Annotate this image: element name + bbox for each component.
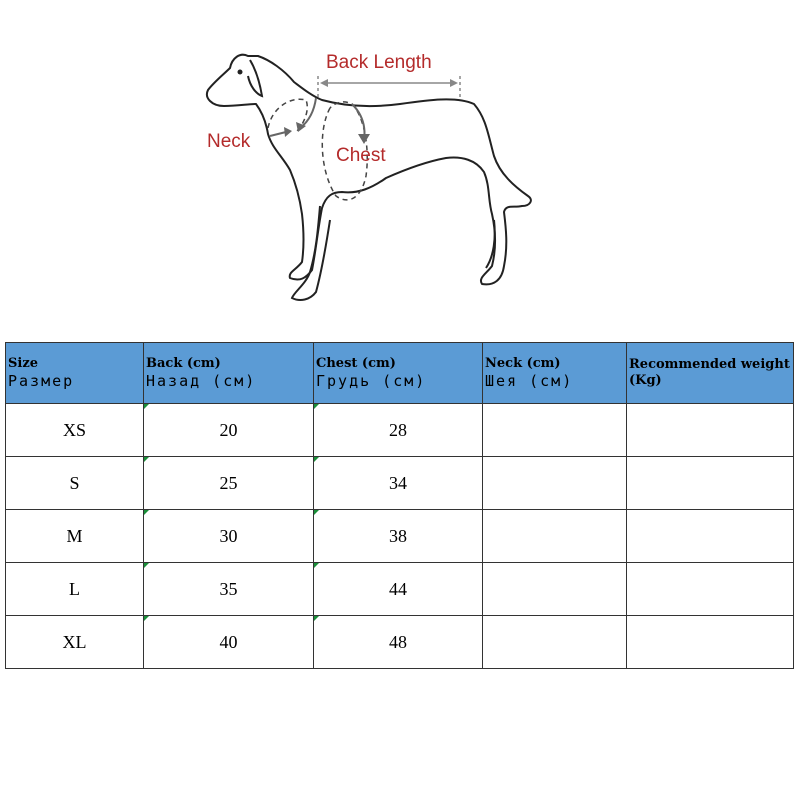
cell-size: XS bbox=[6, 404, 144, 457]
header-chest-en: Chest (cm) bbox=[316, 356, 396, 371]
cell-chest-value: 38 bbox=[389, 525, 407, 546]
header-back bbox=[144, 343, 314, 404]
cell-size: XL bbox=[6, 616, 144, 669]
cell-back bbox=[144, 563, 314, 616]
table-row bbox=[6, 457, 794, 510]
cell-weight bbox=[627, 404, 794, 457]
cell-neck bbox=[483, 616, 627, 669]
cell-neck bbox=[483, 563, 627, 616]
cell-weight bbox=[627, 510, 794, 563]
header-chest bbox=[314, 343, 483, 404]
header-neck-en: Neck (cm) bbox=[485, 356, 561, 371]
cell-chest bbox=[314, 563, 483, 616]
neck-label: Neck bbox=[207, 131, 251, 152]
cell-chest-value: 48 bbox=[389, 631, 407, 652]
table-row bbox=[6, 510, 794, 563]
header-size-en: Size bbox=[8, 356, 38, 371]
measurement-diagram bbox=[0, 0, 800, 330]
header-neck-ru: Шея (см) bbox=[485, 372, 574, 390]
cell-size: S bbox=[6, 457, 144, 510]
cell-chest bbox=[314, 457, 483, 510]
cell-size: L bbox=[6, 563, 144, 616]
cell-neck bbox=[483, 404, 627, 457]
dog-outline-icon bbox=[0, 0, 800, 330]
cell-chest-value: 44 bbox=[389, 578, 407, 599]
table-row bbox=[6, 563, 794, 616]
table-row bbox=[6, 404, 794, 457]
chest-label: Chest bbox=[336, 145, 386, 166]
header-weight-en: Recommended weight bbox=[629, 357, 790, 372]
header-neck bbox=[483, 343, 627, 404]
cell-weight bbox=[627, 616, 794, 669]
header-size bbox=[6, 343, 144, 404]
cell-weight bbox=[627, 563, 794, 616]
cell-chest-value: 28 bbox=[389, 419, 407, 440]
cell-back bbox=[144, 404, 314, 457]
cell-neck bbox=[483, 457, 627, 510]
header-weight bbox=[627, 343, 794, 404]
header-chest-ru: Грудь (см) bbox=[316, 372, 427, 390]
cell-chest-value: 34 bbox=[389, 472, 407, 493]
cell-chest bbox=[314, 404, 483, 457]
cell-back bbox=[144, 457, 314, 510]
dog-body-outline bbox=[207, 55, 531, 285]
cell-back-value: 20 bbox=[219, 419, 238, 440]
cell-size: M bbox=[6, 510, 144, 563]
cell-chest bbox=[314, 616, 483, 669]
table-header-row bbox=[6, 343, 794, 404]
cell-back-value: 40 bbox=[219, 631, 238, 652]
back-length-label: Back Length bbox=[326, 52, 432, 73]
table-row bbox=[6, 616, 794, 669]
size-chart-table bbox=[5, 342, 794, 669]
cell-back bbox=[144, 510, 314, 563]
cell-back-value: 25 bbox=[219, 472, 238, 493]
cell-back-value: 30 bbox=[219, 525, 238, 546]
header-size-ru: Размер bbox=[8, 372, 75, 390]
cell-weight bbox=[627, 457, 794, 510]
header-weight-unit: (Kg) bbox=[629, 373, 662, 388]
header-back-ru: Назад (см) bbox=[146, 372, 257, 390]
cell-back bbox=[144, 616, 314, 669]
header-back-en: Back (cm) bbox=[146, 356, 221, 371]
cell-neck bbox=[483, 510, 627, 563]
cell-back-value: 35 bbox=[219, 578, 238, 599]
cell-chest bbox=[314, 510, 483, 563]
